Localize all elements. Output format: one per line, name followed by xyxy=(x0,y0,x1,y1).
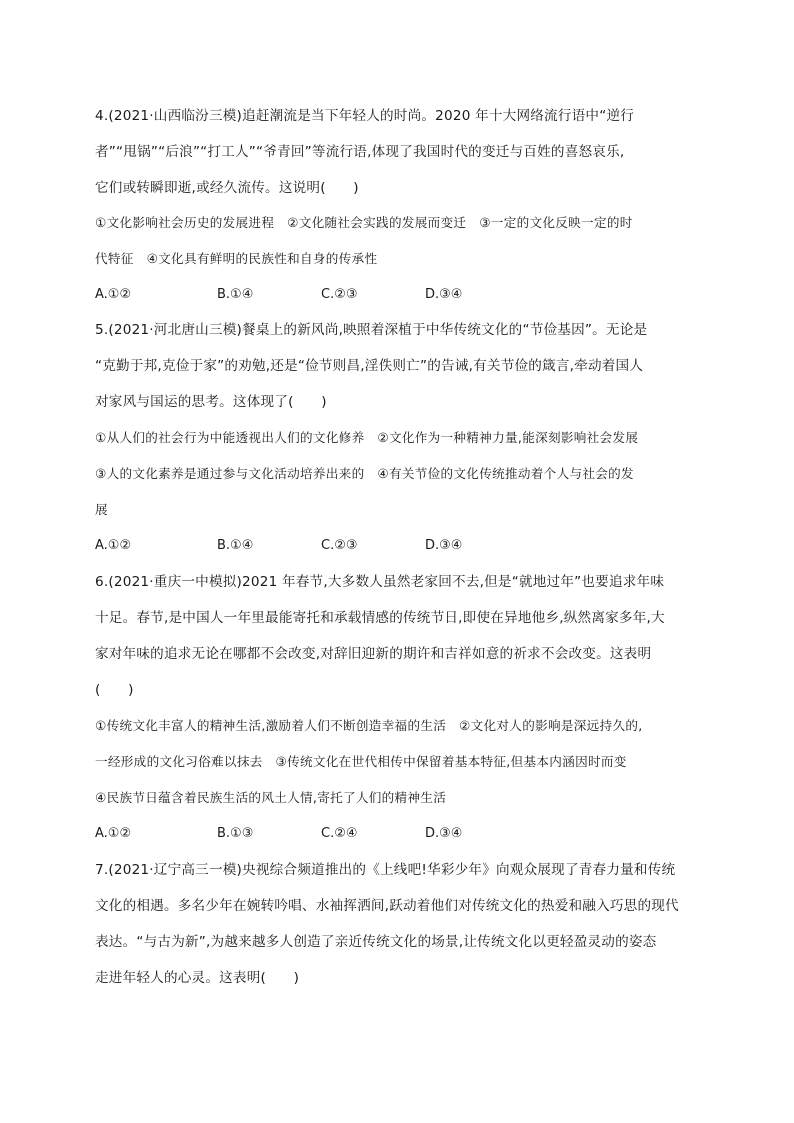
question-6-option-c: C.②④ xyxy=(321,826,358,841)
question-4-stem-line-1: 4.(2021·山西临汾三模)追赶潮流是当下年轻人的时尚。2020 年十大网络流行语中“逆行 xyxy=(95,108,635,124)
question-6-statements-line-1: ①传统文化丰富人的精神生活,激励着人们不断创造幸福的生活 ②文化对人的影响是深远持久的, xyxy=(95,718,643,733)
question-6-option-b: B.①③ xyxy=(217,826,254,841)
question-6-stem-line-3: 家对年味的追求无论在哪都不会改变,对辞旧迎新的期许和吉祥如意的祈求不会改变。这表明 xyxy=(95,646,652,662)
question-6-stem-line-4: ( ) xyxy=(95,682,134,698)
question-4-option-c: C.②③ xyxy=(321,287,358,302)
question-6-statements-line-2: 一经形成的文化习俗难以抹去 ③传统文化在世代相传中保留着基本特征,但基本内涵因时而变 xyxy=(95,754,627,769)
question-4-statements-line-1: ①文化影响社会历史的发展进程 ②文化随社会实践的发展而变迁 ③一定的文化反映一定的时 xyxy=(95,215,633,230)
question-7-stem-line-3: 表达。“与古为新”,为越来越多人创造了亲近传统文化的场景,让传统文化以更轻盈灵动的姿态 xyxy=(95,934,657,950)
question-7-stem-line-2: 文化的相遇。多名少年在婉转吟唱、水袖挥洒间,跃动着他们对传统文化的热爱和融入巧思的现代 xyxy=(95,898,679,914)
question-5-stem-line-3: 对家风与国运的思考。这体现了( ) xyxy=(95,394,327,410)
question-5-option-c: C.②③ xyxy=(321,538,358,553)
question-4-stem-line-2: 者”“甩锅”“后浪”“打工人”“爷青回”等流行语,体现了我国时代的变迁与百姓的喜怒哀乐, xyxy=(95,144,625,160)
question-6-stem-line-1: 6.(2021·重庆一中模拟)2021 年春节,大多数人虽然老家回不去,但是“就地过年”也要追求年味 xyxy=(95,574,665,590)
question-4-option-d: D.③④ xyxy=(425,287,463,302)
question-4-statements-line-2: 代特征 ④文化具有鲜明的民族性和自身的传承性 xyxy=(95,251,378,266)
question-5-statements-line-1: ①从人们的社会行为中能透视出人们的文化修养 ②文化作为一种精神力量,能深刻影响社会发展 xyxy=(95,430,639,445)
question-4-stem-line-3: 它们或转瞬即逝,或经久流传。这说明( ) xyxy=(95,180,359,196)
question-5-option-a: A.①② xyxy=(95,538,132,553)
question-5-stem-line-1: 5.(2021·河北唐山三模)餐桌上的新风尚,映照着深植于中华传统文化的“节俭基因”。无论是 xyxy=(95,322,648,338)
question-4-option-b: B.①④ xyxy=(217,287,254,302)
question-5-stem-line-2: “克勤于邦,克俭于家”的劝勉,还是“俭节则昌,淫佚则亡”的告诫,有关节俭的箴言,牵动着国人 xyxy=(95,358,644,374)
question-5-statements-line-3: 展 xyxy=(95,502,108,517)
question-6-option-d: D.③④ xyxy=(425,826,463,841)
question-5-option-b: B.①④ xyxy=(217,538,254,553)
question-5-statements-line-2: ③人的文化素养是通过参与文化活动培养出来的 ④有关节俭的文化传统推动着个人与社会的发 xyxy=(95,466,634,481)
question-7-stem-line-1: 7.(2021·辽宁高三一模)央视综合频道推出的《上线吧!华彩少年》向观众展现了青春力量和传统 xyxy=(95,862,676,878)
question-6-statements-line-3: ④民族节日蕴含着民族生活的风土人情,寄托了人们的精神生活 xyxy=(95,790,447,805)
question-5-option-d: D.③④ xyxy=(425,538,463,553)
question-4-option-a: A.①② xyxy=(95,287,132,302)
question-7-stem-line-4: 走进年轻人的心灵。这表明( ) xyxy=(95,970,300,986)
question-6-stem-line-2: 十足。春节,是中国人一年里最能寄托和承载情感的传统节日,即使在异地他乡,纵然离家多年,大 xyxy=(95,610,665,626)
question-6-option-a: A.①② xyxy=(95,826,132,841)
